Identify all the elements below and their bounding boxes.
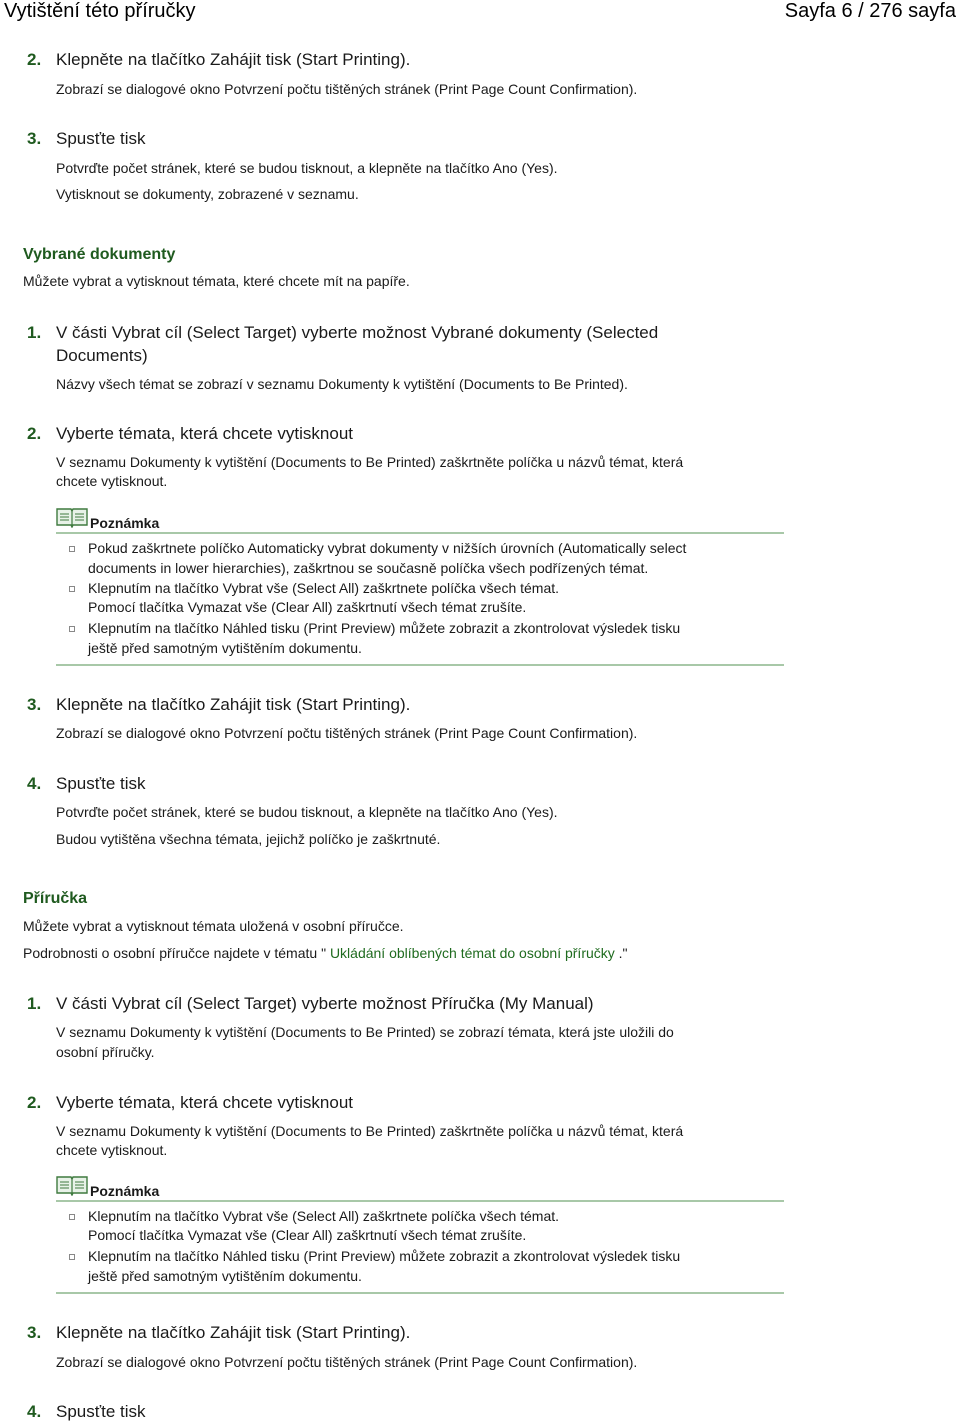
- step-body: chcete vytisknout.: [56, 1142, 168, 1158]
- step-body: osobní příručky.: [56, 1044, 155, 1060]
- note-item: Klepnutím na tlačítko Vybrat vše (Select All) zaškrtnete políčka všech témat.: [88, 580, 560, 596]
- step-title: Documents): [56, 346, 148, 365]
- step-number: 1.: [27, 994, 42, 1013]
- step-body: Budou vytištěna všechna témata, jejichž políčko je zaškrtnuté.: [56, 831, 441, 847]
- step-number: 1.: [27, 323, 42, 342]
- step-body: V seznamu Dokumenty k vytištění (Documents to Be Printed) zaškrtněte políčka u názvů témat, která: [56, 454, 684, 470]
- note-item: Klepnutím na tlačítko Vybrat vše (Select All) zaškrtnete políčka všech témat.: [88, 1208, 560, 1224]
- step-title: Vyberte témata, která chcete vytisknout: [56, 1093, 354, 1112]
- page-title: Vytištění této příručky: [4, 0, 196, 22]
- note-label: Poznámka: [90, 515, 160, 531]
- step-body: V seznamu Dokumenty k vytištění (Documents to Be Printed) zaškrtněte políčka u názvů témat, která: [56, 1123, 684, 1139]
- step-title: Klepněte na tlačítko Zahájit tisk (Start Printing).: [56, 1323, 411, 1342]
- step-body: V seznamu Dokumenty k vytištění (Documents to Be Printed) se zobrazí témata, která jste uložili do: [56, 1024, 674, 1040]
- step-title: Spusťte tisk: [56, 129, 146, 148]
- step-number: 2.: [27, 50, 42, 69]
- note-divider: [56, 1292, 784, 1294]
- step-number: 4.: [27, 774, 42, 793]
- step-body: Vytisknout se dokumenty, zobrazené v seznamu.: [56, 186, 359, 202]
- details-text: Podrobnosti o osobní příručce najdete v tématu ": [23, 945, 330, 961]
- step-body: Zobrazí se dialogové okno Potvrzení počtu tištěných stránek (Print Page Count Confirmation).: [56, 81, 638, 97]
- section-heading: Příručka: [23, 890, 88, 907]
- step-title: V části Vybrat cíl (Select Target) vyberte možnost Příručka (My Manual): [56, 994, 594, 1013]
- step-body: Zobrazí se dialogové okno Potvrzení počtu tištěných stránek (Print Page Count Confirmation).: [56, 1354, 638, 1370]
- bullet-icon: [69, 1254, 75, 1260]
- note-item: ještě před samotným vytištěním dokumentu.: [88, 1268, 362, 1284]
- section-heading: Vybrané dokumenty: [23, 246, 176, 263]
- book-icon: [56, 1174, 88, 1201]
- step-title: Klepněte na tlačítko Zahájit tisk (Start Printing).: [56, 50, 411, 69]
- note-header: [56, 508, 784, 534]
- bullet-icon: [69, 1214, 75, 1220]
- details-text-end: .": [614, 945, 628, 961]
- bullet-icon: [69, 546, 75, 552]
- step-body: Názvy všech témat se zobrazí v seznamu Dokumenty k vytištění (Documents to Be Printed).: [56, 376, 628, 392]
- note-item: ještě před samotným vytištěním dokumentu.: [88, 640, 362, 656]
- personal-manual-link[interactable]: Ukládání oblíbených témat do osobní příručky: [329, 945, 615, 961]
- step-number: 3.: [27, 695, 42, 714]
- note-label: Poznámka: [90, 1183, 160, 1199]
- book-icon: [56, 506, 88, 533]
- step-title: V části Vybrat cíl (Select Target) vyberte možnost Vybrané dokumenty (Selected: [56, 323, 659, 342]
- step-body: Zobrazí se dialogové okno Potvrzení počtu tištěných stránek (Print Page Count Confirmation).: [56, 725, 638, 741]
- note-item: Klepnutím na tlačítko Náhled tisku (Print Preview) můžete zobrazit a zkontrolovat výsledek tisku: [88, 620, 681, 636]
- page-counter: Sayfa 6 / 276 sayfa: [784, 0, 956, 22]
- step-number: 2.: [27, 1093, 42, 1112]
- step-number: 2.: [27, 424, 42, 443]
- step-number: 4.: [27, 1402, 42, 1421]
- step-number: 3.: [27, 129, 42, 148]
- note-header: [56, 1176, 784, 1202]
- step-title: Vyberte témata, která chcete vytisknout: [56, 424, 354, 443]
- step-title: Spusťte tisk: [56, 774, 146, 793]
- section-details: [23, 945, 628, 961]
- bullet-icon: [69, 626, 75, 632]
- note-item: documents in lower hierarchies), zaškrtnou se současně políčka všech podřízených témat.: [88, 560, 649, 576]
- note-item: Klepnutím na tlačítko Náhled tisku (Print Preview) můžete zobrazit a zkontrolovat výsledek tisku: [88, 1248, 681, 1264]
- note-item: Pokud zaškrtnete políčko Automaticky vybrat dokumenty v nižších úrovních (Automatically select: [88, 540, 687, 556]
- step-title: Klepněte na tlačítko Zahájit tisk (Start Printing).: [56, 695, 411, 714]
- step-body: chcete vytisknout.: [56, 473, 168, 489]
- section-intro: Můžete vybrat a vytisknout témata, které chcete mít na papíře.: [23, 273, 410, 289]
- step-number: 3.: [27, 1323, 42, 1342]
- step-body: Potvrďte počet stránek, které se budou tisknout, a klepněte na tlačítko Ano (Yes).: [56, 160, 558, 176]
- bullet-icon: [69, 586, 75, 592]
- note-divider: [56, 664, 784, 666]
- section-intro: Můžete vybrat a vytisknout témata uložená v osobní příručce.: [23, 918, 404, 934]
- step-body: Potvrďte počet stránek, které se budou tisknout, a klepněte na tlačítko Ano (Yes).: [56, 804, 558, 820]
- note-item: Pomocí tlačítka Vymazat vše (Clear All) zaškrtnutí všech témat zrušíte.: [88, 1227, 527, 1243]
- note-item: Pomocí tlačítka Vymazat vše (Clear All) zaškrtnutí všech témat zrušíte.: [88, 599, 527, 615]
- step-title: Spusťte tisk: [56, 1402, 146, 1421]
